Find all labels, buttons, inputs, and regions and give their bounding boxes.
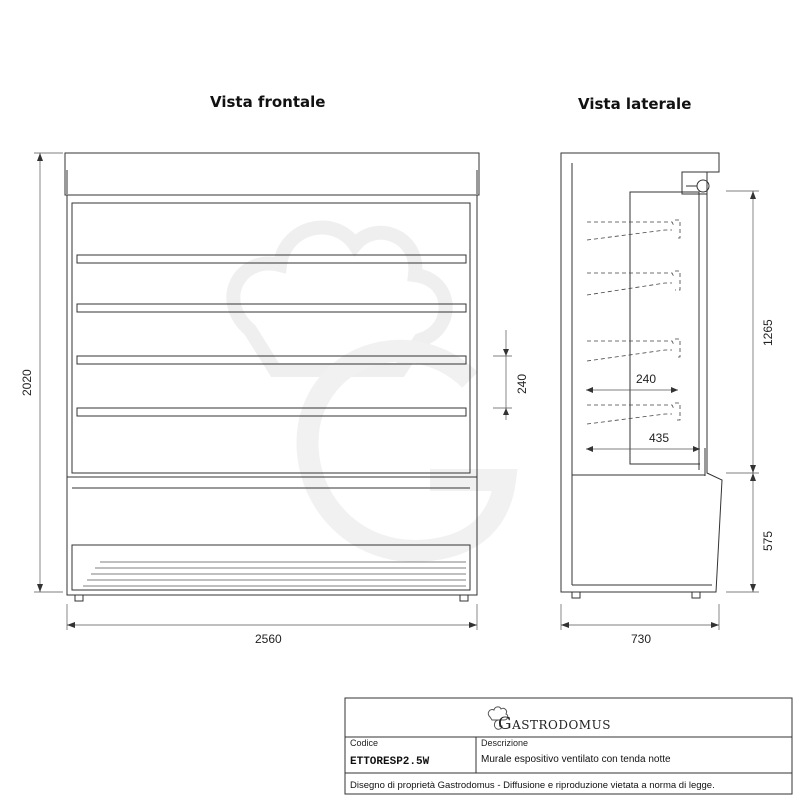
front-foot (75, 595, 83, 601)
front-height-dimension: 2020 (20, 369, 34, 396)
code-value: ETTORESP2.5W (350, 756, 430, 768)
side-depth-dimension: 730 (631, 632, 652, 646)
side-inner-depth-dimension: 435 (649, 431, 670, 445)
front-width-dimension: 2560 (255, 632, 282, 646)
shelf-spacing-dimension: 240 (515, 373, 529, 394)
front-shelf (77, 408, 466, 416)
front-canopy (65, 153, 479, 195)
company-logo-text: Gastrodomus (498, 714, 611, 734)
front-view (20, 153, 529, 646)
side-shelves-dashed (587, 220, 680, 424)
side-back-panel (630, 192, 699, 464)
side-lower-height-dimension: 575 (761, 530, 775, 551)
side-view-title: Vista laterale (578, 95, 692, 113)
side-upper-height-dimension: 1265 (761, 319, 775, 346)
side-view (561, 153, 775, 646)
front-shelf (77, 304, 466, 312)
description-label: Descrizione (481, 738, 529, 748)
side-foot (572, 592, 580, 598)
chef-hat-watermark-icon (233, 228, 505, 551)
front-foot (460, 595, 468, 601)
code-label: Codice (350, 738, 379, 748)
side-foot (692, 592, 700, 598)
side-shelf-depth-dimension: 240 (636, 372, 657, 386)
ownership-note: Disegno di proprietà Gastrodomus - Diffusione e riproduzione vietata a norma di legge. (350, 780, 715, 791)
front-view-title: Vista frontale (210, 93, 326, 111)
description-value: Murale espositivo ventilato con tenda notte (481, 754, 671, 765)
